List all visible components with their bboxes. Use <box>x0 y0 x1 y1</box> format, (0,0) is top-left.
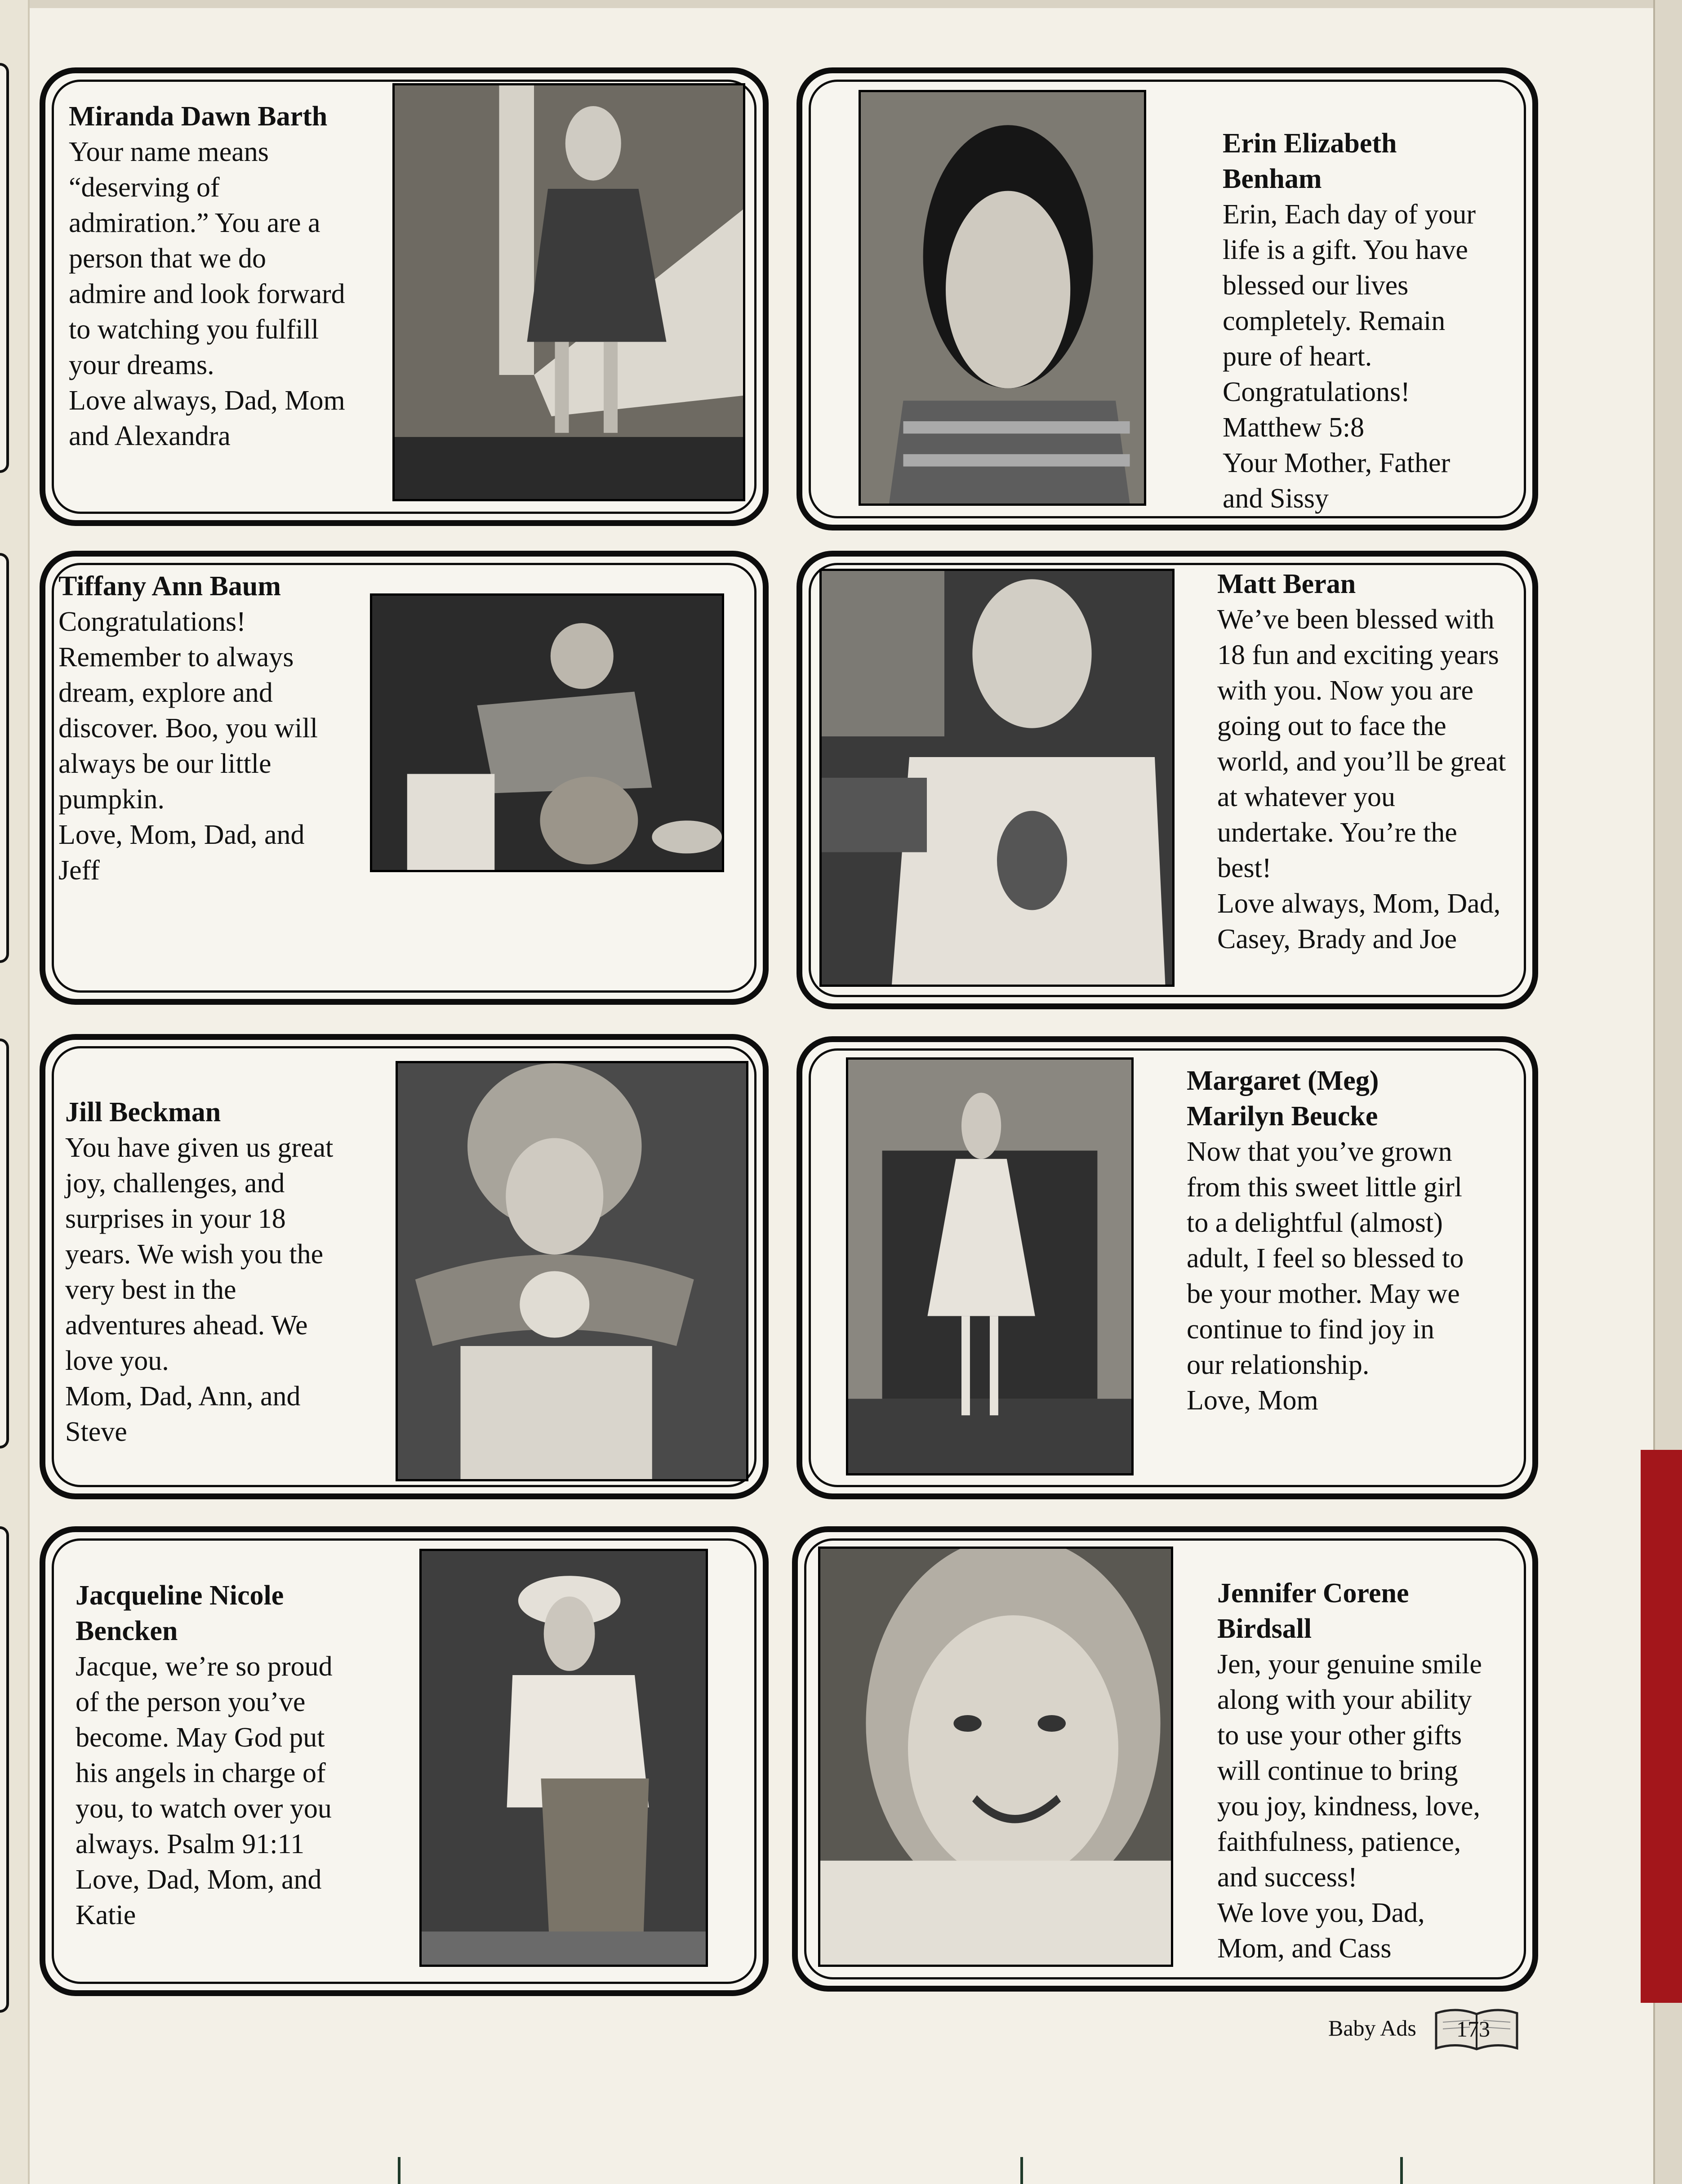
cover-red-strip <box>1641 1450 1682 2003</box>
baby-photo <box>859 90 1146 506</box>
ad-name: Margaret (Meg) Marilyn Beucke <box>1187 1065 1379 1132</box>
ad-text <box>58 569 373 888</box>
ad-name: Jennifer Corene Birdsall <box>1217 1578 1409 1644</box>
ad-message: We’ve been blessed with 18 fun and exciting years with you. Now you are going out to face the world, and you’ll be great at whatever you undertake. You’re the best! Love always, Mom, Dad, Casey, Brady and Joe <box>1217 604 1506 954</box>
baby-photo <box>419 1549 708 1967</box>
ad-text <box>1223 126 1519 517</box>
ad-name: Tiffany Ann Baum <box>58 571 281 602</box>
facing-page-card-edge <box>0 553 9 963</box>
ad-name: Matt Beran <box>1217 569 1356 599</box>
ad-message: Now that you’ve grown from this sweet little girl to a delightful (almost) adult, I feel so blessed to be your mother. May we continue to find joy in our relationship. Love, Mom <box>1187 1137 1464 1416</box>
baby-photo <box>392 83 745 501</box>
ad-text <box>1187 1063 1519 1418</box>
baby-photo <box>396 1061 748 1481</box>
ad-name: Erin Elizabeth Benham <box>1223 128 1397 194</box>
ad-text <box>1217 566 1532 957</box>
section-label: Baby Ads <box>1328 2015 1416 2041</box>
ad-name: Miranda Dawn Barth <box>69 101 328 132</box>
binding-mark <box>398 2157 400 2184</box>
facing-page-card-edge <box>0 1039 9 1449</box>
ad-message: Jacque, we’re so proud of the person you’ve become. May God put his angels in charge of you, to watch over you always. Psalm 91:11 Love, Dad, Mom, and Katie <box>76 1651 333 1930</box>
ad-text <box>69 99 383 454</box>
ad-name: Jacqueline Nicole Bencken <box>76 1580 284 1646</box>
ad-message: Jen, your genuine smile along with your ability to use your other gifts will continue to bring you joy, kindness, love, faithfulness, patience, and success! We love you, Dad, Mom, and Cass <box>1217 1649 1482 1964</box>
baby-photo <box>818 1547 1173 1967</box>
ad-text <box>76 1578 390 1933</box>
facing-page-card-edge <box>0 1526 9 2013</box>
facing-page-card-edge <box>0 63 9 473</box>
ad-text <box>1217 1576 1532 1966</box>
ad-message: Congratulations! Remember to always dream, explore and discover. Boo, you will always be our little pumpkin. Love, Mom, Dad, and Jeff <box>58 606 318 886</box>
ad-name: Jill Beckman <box>65 1097 221 1128</box>
ad-message: Erin, Each day of your life is a gift. You have blessed our lives completely. Remain pure of heart. Congratulations! Matthew 5:8 Your Mother, Father and Sissy <box>1223 199 1476 514</box>
binding-mark <box>1400 2157 1403 2184</box>
ad-text <box>65 1095 380 1450</box>
ad-message: You have given us great joy, challenges, and surprises in your 18 years. We wish you the very best in the adventures ahead. We love you. Mom, Dad, Ann, and Steve <box>65 1132 334 1447</box>
binding-mark <box>1020 2157 1023 2184</box>
ad-message: Your name means “deserving of admiration.” You are a person that we do admire and look forward to watching you fulfill your dreams. Love always, Dad, Mom and Alexandra <box>69 137 345 451</box>
baby-photo <box>846 1057 1134 1475</box>
baby-photo <box>370 593 724 872</box>
page-top-edge <box>0 0 1682 8</box>
page-number: 173 <box>1456 2016 1490 2041</box>
baby-photo <box>819 569 1175 987</box>
